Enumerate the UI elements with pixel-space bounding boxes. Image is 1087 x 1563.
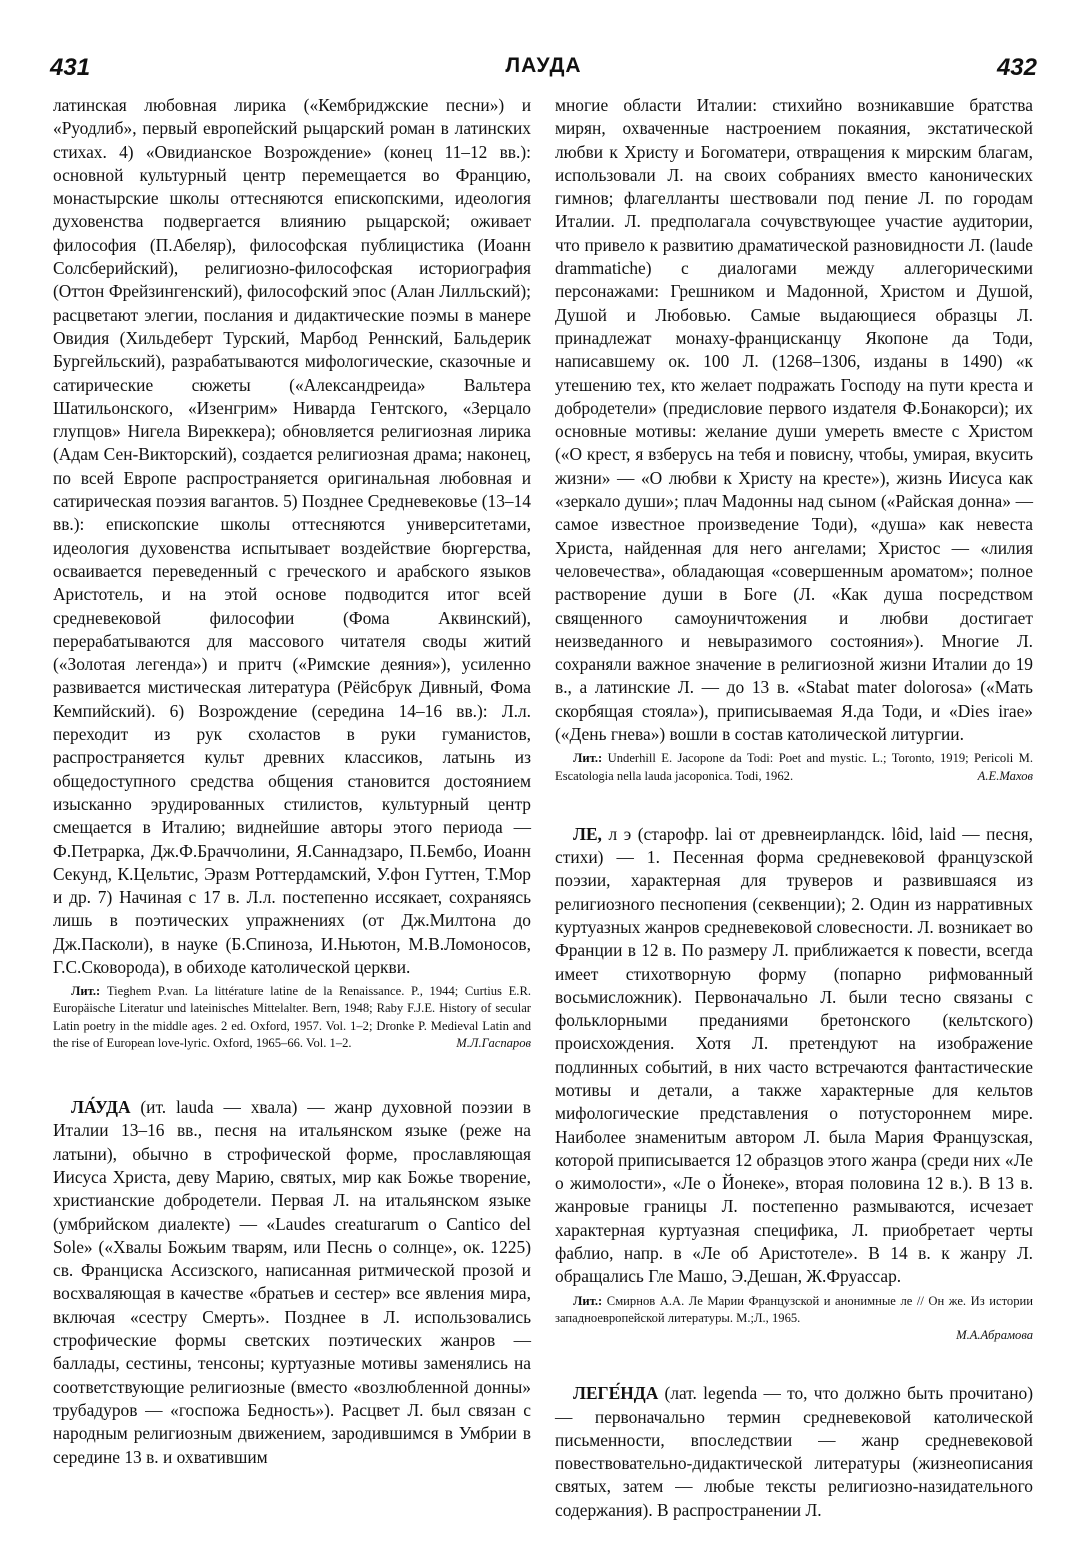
article-le-text: л э (старофр. lai от древнеирландск. lôid, laid — песня, стихи) — 1. Песенная форма средневековой французской поэзии, характерная для труверов и развившаяся из религиозного песнопения (секвенции); 2. Один из нарративных куртуазных жанров средневековой словесности. Л. возникает во Франции в 12 в. По размеру Л. приближается к повести, всегда имеет стихотворную форму (попарно рифмованный восьмисложник). Первоначально Л. были тесно связаны с фольклорными преданиями бретонского (кельтского) происхождения. Хотя Л. претендуют на изображение подлинных событий, в них часто встречаются фантастические мотивы и детали, а также характерные для кельтов мифологические представления о потустороннем мире. Наиболее знаменитым автором Л. была Мария Французская, которой приписывается 12 образцов этого жанра (среди них «Ле о жимолости», «Ле о Йонеке», вторая половина 12 в.). В 13 в. жанровые границы Л. постепенно размываются, исчезает характерная куртуазная специфика, Л. приобретает черты фаблио, напр. в «Ле об Аристотеле». В 14 в. к жанру Л. обращались Гле Машо, Э.Дешан, Ж.Фруассар. (555, 823, 1033, 1287)
right-page-number: 432 (996, 54, 1037, 81)
article-legenda (555, 1382, 1033, 1522)
headword-le: ЛЕ, (573, 823, 602, 844)
running-head: ЛАУДА (505, 54, 582, 77)
headword-legenda: ЛЕГЕ́НДА (573, 1383, 659, 1404)
bibliography-text: Смирнов А.А. Ле Марии Французской и анонимные ле // Он же. Из истории западноевропейской литературы. М.;Л., 1965. (555, 1293, 1033, 1325)
right-column (555, 94, 1033, 1522)
article-lauda-continued: многие области Италии: стихийно возникавшие братства мирян, охваченные настроением покаяния, экстатической любви к Христу и Богоматери, отвращения к мирским благам, использовали Л. на своих собраниях вместо канонических гимнов; флагелланты шествовали под пение Л. по городам Италии. Л. предполагала сочувствующее участие аудитории, что привело к развитию драматической разновидности Л. (laude drammatiche) с диалогами между аллегорическими персонажами: Грешником и Мадонной, Христом и Душой, Душой и Любовью. Самые выдающиеся образцы Л. принадлежат монаху-францисканцу Якопоне да Тоди, написавшему ок. 100 Л. (1268–1306, изданы в 1490) «к утешению тех, кто желает подражать Господу на пути креста и добродетели» (предисловие первого издателя Ф.Бонакорси); их основные мотивы: желание души умереть вместе с Христом («О крест, я взберусь на тебя и повисну, чтобы, умирая, вкусить жизни» — «О любви к Христу на кресте»), жизнь Иисуса как «зеркало души»; плач Мадонны над сыном («Райская донна» — самое известное произведение Тоди), «душа» как невеста Христа, найденная для него ангелами; Христос — «лилия человечества», обладающая «совершенным ароматом»; полное растворение души в Боге (Л. «Как душа посредством священного самоуничтожения и любви достигает неизведанного и невыразимого состояния»). Многие Л. сохраняли важное значение в религиозной жизни Италии до 19 в., а латинские Л. — до 13 в. «Stabat mater dolorosa» («Мать скорбящая стояла»), приписываемая Я.да Тоди, и «Dies irae» («День гнева») вошли в состав католической литургии. (555, 95, 1033, 745)
article-legenda-text: (лат. legenda — то, что должно быть прочитано) — первоначально термин средневековой католической письменности, впоследствии — жанр средневековой повествовательно-дидактической литературы (жизнеописания святых, затем — любые тексты религиозно-назидательного содержания). В распространении Л. (555, 1383, 1033, 1520)
page-header (0, 54, 1087, 90)
bibliography-text: Underhill E. Jacopone da Todi: Poet and mystic. L.; Toronto, 1919; Pericoli M. Escatologia nella lauda jacoponica. Todi, 1962. (555, 751, 1033, 783)
headword-lauda: ЛА́УДА (71, 1097, 131, 1118)
bibliography-lauda (555, 750, 1033, 784)
bibliography-text: Tieghem P.van. La littérature latine de la Renaissance. P., 1944; Curtius E.R. Europäische Literatur und lateinisches Mittelalter. Bern, 1948; Raby F.J.E. History of secular Latin poetry in the middle ages. 2 ed. Oxford, 1957. Vol. 1–2; Dronke P. Medieval Latin and the rise of European love-lyric. Oxford, 1965–66. Vol. 1–2. (53, 984, 531, 1050)
bibliography-label: Лит.: (71, 984, 101, 999)
article-le (555, 823, 1033, 1289)
bibliography-le (555, 1293, 1033, 1327)
left-column (53, 94, 531, 1469)
article-author: М.Л.Гаспаров (456, 1035, 531, 1050)
bibliography-label: Лит.: (573, 751, 603, 766)
article-lauda-text: (ит. lauda — хвала) — жанр духовной поэзии в Италии 13–16 вв., песня на итальянском языке (реже на латыни), обычно в строфической форме, прославляющая Иисуса Христа, деву Марию, святых, мир как Божье творение, христианские добродетели. Первая Л. на итальянском языке (умбрийском диалекте) — «Laudes creaturarum o Cantico del Sole» («Хвалы Божьим тварям, или Песнь о солнце», ок. 1225) св. Франциска Ассизского, написанная ритмической прозой и восхваляющая в качестве «братьев и сестер» все явления мира, включая «сестру Смерть». Позднее в Л. использовались строфические формы светских поэтических жанров — баллады, сестины, тенсоны; куртуазные мотивы заменялись на соответствующие религиозные (вместо «возлюбленной донны» трубадуров — «госпожа Бедность»). Расцвет Л. был связан с народным религиозным движением, зародившимся в Умбрии в середине 13 в. и охватившим (53, 1097, 531, 1467)
bibliography-label: Лит.: (573, 1293, 603, 1308)
article-author: А.Е.Махов (977, 768, 1033, 783)
left-page-number: 431 (50, 54, 91, 81)
article-latin-literature-continued: латинская любовная лирика («Кембриджские песни») и «Руодлиб», первый европейский рыцарский роман в латинских стихах. 4) «Овидианское Возрождение» (конец 11–12 вв.): основной культурный центр перемещается во Францию, монастырские школы оттесняются епископскими, идеология духовенства подвергается влиянию рыцарской; оживает философия (П.Абеляр), философская публицистика (Иоанн Солсберийский), религиозно-философская историография (Оттон Фрейзингенский), философский эпос (Алан Лилльский); расцветают элегии, послания и дидактические поэмы в манере Овидия (Хильдеберт Турский, Марбод Реннский, Бальдерик Бургейльский), разрабатываются мифологические, сказочные и сатирические сюжеты («Александреида» Вальтера Шатильонского, «Изенгрим» Ниварда Гентского, «Зерцало глупцов» Нигела Виреккера); обновляется религиозная лирика (Адам Сен-Викторский), создается религиозная драма; наконец, по всей Европе распространяется оригинальная любовная и сатирическая поэзия вагантов. 5) Позднее Средневековье (13–14 вв.): епископские школы оттесняются университетами, идеология духовенства испытывает воздействие бюргерства, осваивается переведенный с греческого и арабского языков Аристотель, и на этой основе подводится итог всей средневековой философии (Фома Аквинский), перерабатываются для массового читателя своды житий («Золотая легенда») и притч («Римские деяния»), усиленно развивается мистическая литература (Рёйсбрук Дивный, Фома Кемпийский). 6) Возрождение (середина 14–16 вв.): Л.л. переходит из рук схоластов в руки гуманистов, распространяется культ древних классиков, латынь из общедоступного средства общения становится достоянием изысканно эрудированных стилистов, культурный центр смещается в Италию; виднейшие авторы этого периода — Ф.Петрарка, Дж.Ф.Браччолини, Я.Саннадзаро, П.Бембо, Иоанн Секунд, К.Цельтис, Эразм Роттердамский, У.фон Гуттен, Т.Мор и др. 7) Начиная с 17 в. Л.л. постепенно иссякает, сохраняясь лишь в поэтических упражнениях (от Дж.Милтона до Дж.Пасколи), в науке (Б.Спиноза, И.Ньютон, М.В.Ломоносов, Г.С.Сковорода), в обиходе католической церкви. (53, 95, 531, 977)
article-lauda (53, 1096, 531, 1469)
bibliography-latin-literature (53, 983, 531, 1052)
article-author: М.А.Абрамова (956, 1328, 1033, 1343)
